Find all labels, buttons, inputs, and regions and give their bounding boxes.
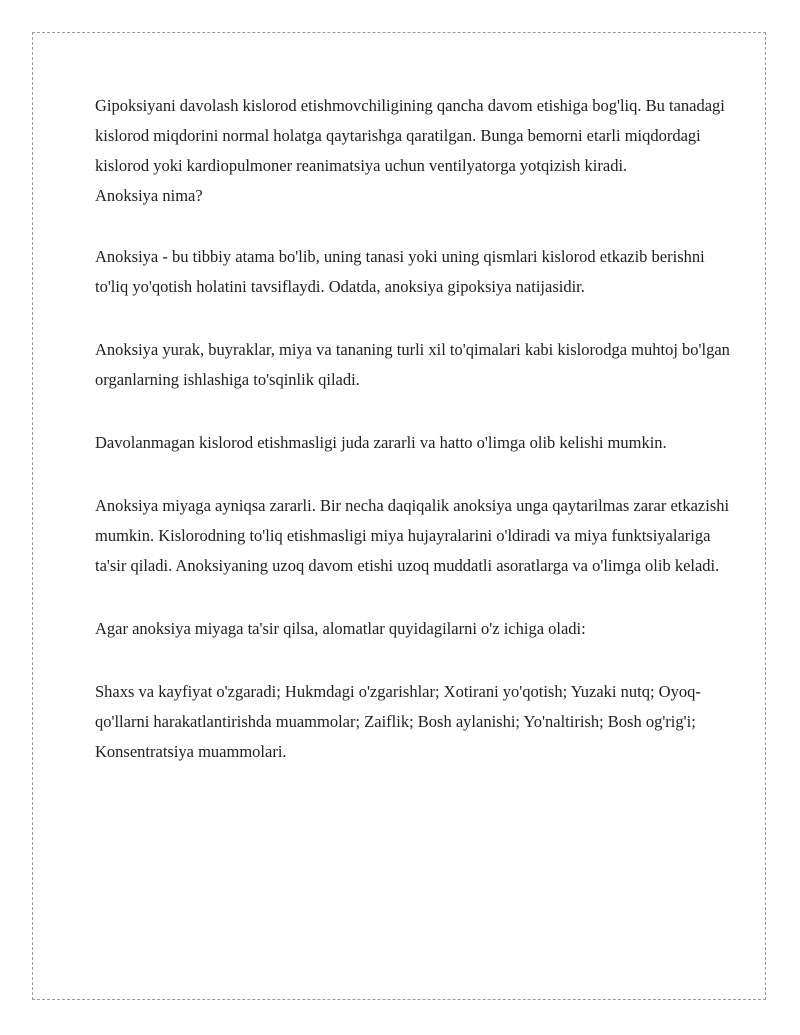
paragraph-hypoxia-treatment: Gipoksiyani davolash kislorod etishmovchiligining qancha davom etishiga bog'liq. Bu tanadagi kislorod miqdorini normal holatga qaytarishga qaratilgan. Bunga bemorni etarli miqdordagi kislorod yoki kardiopulmoner reanimatsiya uchun ventilyatorga yotqizish kiradi. xyxy=(95,96,725,175)
paragraph-anoxia-definition: Anoksiya - bu tibbiy atama bo'lib, uning tanasi yoki uning qismlari kislorod etkazib berishni to'liq yo'qotish holatini tavsiflaydi. Odatda, anoksiya gipoksiya natijasidir. xyxy=(95,247,705,296)
paragraph-anoxia-organs: Anoksiya yurak, buyraklar, miya va tananing turli xil to'qimalari kabi kislorodga muhtoj bo'lgan organlarning ishlashiga to'sqinlik qiladi. xyxy=(95,340,730,389)
heading-what-is-anoxia: Anoksiya nima? xyxy=(95,186,203,205)
paragraph-symptoms-intro: Agar anoksiya miyaga ta'sir qilsa, alomatlar quyidagilarni o'z ichiga oladi: xyxy=(95,619,586,638)
paragraph-anoxia-brain: Anoksiya miyaga ayniqsa zararli. Bir necha daqiqalik anoksiya unga qaytarilmas zarar etkazishi mumkin. Kislorodning to'liq etishmasligi miya hujayralarini o'ldiradi va miya funktsiyalariga ta'sir qiladi. Anoksiyaning uzoq davom etishi uzoq muddatli asoratlarga va o'limga olib keladi. xyxy=(95,496,730,575)
document-body xyxy=(95,91,735,767)
paragraph-untreated-deficiency: Davolanmagan kislorod etishmasligi juda zararli va hatto o'limga olib kelishi mumkin. xyxy=(95,433,667,452)
paragraph-symptoms-list: Shaxs va kayfiyat o'zgaradi; Hukmdagi o'zgarishlar; Xotirani yo'qotish; Yuzaki nutq; Oyoq-qo'llarni harakatlantirishda muammolar; Zaiflik; Bosh aylanishi; Yo'naltirish; Bosh og'rig'i; Konsentratsiya muammolari. xyxy=(95,682,701,761)
